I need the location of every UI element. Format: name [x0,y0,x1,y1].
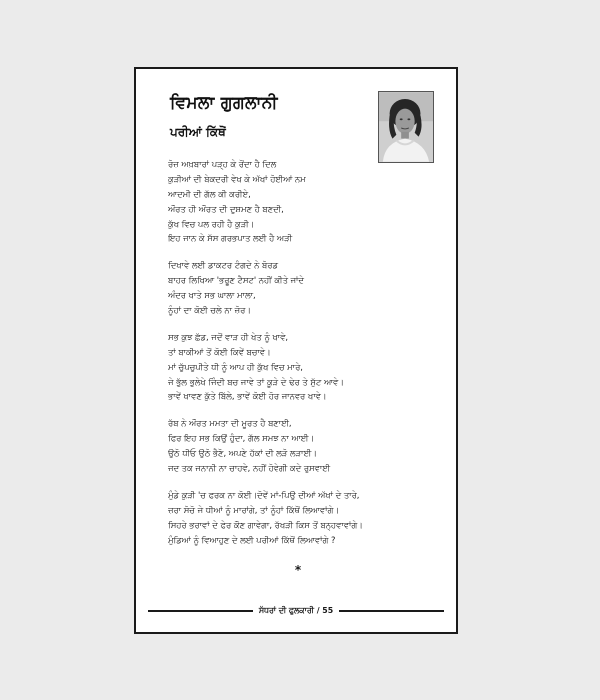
poem-line: ਮੁੰਡਿਆਂ ਨੂੰ ਵਿਆਹੁਣ ਦੇ ਲਈ ਪਰੀਆਂ ਕਿੱਥੋਂ ਲਿਆਵਾਂਗੇ ? [168,534,336,545]
poem-line: ਅੰਦਰ ਖਾਤੇ ਸਭ ਘਾਲਾ ਮਾਲਾ, [168,290,256,301]
author-name: ਵਿਮਲਾ ਗੁਗਲਾਨੀ [170,93,278,113]
portrait-image [379,92,433,162]
poem-stanza [168,488,454,548]
poem-line: ਜੇ ਭੁੱਲ ਭੁਲੇਖੇ ਜਿੰਦੀ ਬਚ ਜਾਵੇ ਤਾਂ ਕੂੜੇ ਦੇ ਢੇਰ ਤੇ ਸੁੱਟ ਆਵੇ। [168,376,344,387]
footer-book-title-page-number: ਸੱਧਰਾਂ ਦੀ ਫੁਲਕਾਰੀ / 55 [258,606,334,615]
poem-line: ਮੁੰਡੇ ਕੁੜੀ 'ਚ ਫਰਕ ਨਾ ਕੋਈ।ਦੋਵੇਂ ਮਾਂ-ਪਿਉ ਦੀਆਂ ਅੱਖਾਂ ਦੇ ਤਾਰੇ, [168,489,360,500]
author-photo [378,91,434,163]
poem-line: ਮਾਂ ਚੁੱਪਚੁਪੀਤੇ ਧੀ ਨੂੰ ਆਪ ਹੀ ਕੁੱਖ ਵਿਚ ਮਾਰੇ, [168,361,303,372]
poem-stanza [168,157,454,246]
poem-line: ਸਿਹਰੇ ਭਰਾਵਾਂ ਦੇ ਫੇਰ ਕੌਣ ਗਾਵੇਗਾ, ਰੱਖੜੀ ਕਿਸ ਤੋਂ ਬਨ੍ਹਵਾਵਾਂਗੇ। [168,519,363,530]
poem-line: ਆਦਮੀ ਦੀ ਗੱਲ ਕੀ ਕਰੀਏ, [168,188,251,199]
page-footer [148,604,444,618]
book-page [134,67,458,634]
poem-stanza [168,330,454,404]
poem-line: ਫਿਰ ਇਹ ਸਭ ਕਿਉਂ ਹੁੰਦਾ, ਗੱਲ ਸਮਝ ਨਾ ਆਈ। [168,433,314,444]
poem-line: ਭਾਵੇਂ ਖਾਵਣ ਕੁੱਤੇ ਬਿੱਲੇ, ਭਾਵੇਂ ਕੋਈ ਹੋਰ ਜਾਨਵਰ ਖਾਵੇ। [168,391,327,402]
poem-stanza [168,416,454,476]
poem-line: ਜਦ ਤਕ ਜਨਾਨੀ ਨਾ ਚਾਹਵੇ, ਨਹੀਂ ਹੋਵੇਗੀ ਕਦੇ ਰੁਸਵਾਈ [168,463,331,474]
poem-line: ਤਾਂ ਬਾਕੀਆਂ ਤੋਂ ਕੋਈ ਕਿਵੇਂ ਬਚਾਵੇ। [168,346,271,357]
poem-title: ਪਰੀਆਂ ਕਿੱਥੋਂ [170,125,226,139]
footer-rule-left [148,610,253,612]
poem-line: ਜ਼ਰਾ ਸੋਚੋ ਜੇ ਧੀਆਂ ਨੂੰ ਮਾਰਾਂਗੇ, ਤਾਂ ਨੂੰਹਾਂ ਕਿੱਥੋਂ ਲਿਆਵਾਂਗੇ। [168,504,339,515]
poem-line: ਰੱਬ ਨੇ ਔਰਤ ਮਮਤਾ ਦੀ ਮੂਰਤ ਹੈ ਬਣਾਈ, [168,418,292,429]
poem-body [168,157,454,559]
poem-stanza [168,258,454,318]
poem-line: ਬਾਹਰ ਲਿਖਿਆ 'ਭਰੂਣ ਟੈਸਟ' ਨਹੀਂ ਕੀਤੇ ਜਾਂਦੇ [168,275,304,286]
poem-line: ਸਭ ਕੁਝ ਛੱਡ, ਜਦੋਂ ਵਾੜ ਹੀ ਖੇਤ ਨੂੰ ਖਾਵੇ, [168,331,289,342]
poem-line: ਰੋਜ਼ ਅਖ਼ਬਾਰਾਂ ਪੜ੍ਹ ਕੇ ਰੋਂਦਾ ਹੈ ਦਿਲ [168,159,277,169]
footer-rule-right [339,610,444,612]
poem-line: ਨੂੰਹਾਂ ਦਾ ਕੋਈ ਚਲੇ ਨਾ ਜ਼ੋਰ। [168,305,251,316]
poem-line: ਕੁੱਖ ਵਿਚ ਪਲ ਰਹੀ ਹੈ ਕੁੜੀ। [168,218,255,229]
poem-line: ਕੁੜੀਆਂ ਦੀ ਬੇਕਦਰੀ ਵੇਖ ਕੇ ਅੱਖਾਂ ਹੋਈਆਂ ਨਮ [168,173,306,184]
poem-line: ਔਰਤ ਹੀ ਔਰਤ ਦੀ ਦੁਸ਼ਮਣ ਹੈ ਬਣਦੀ, [168,203,284,214]
poem-line: ਦਿਖਾਵੇ ਲਈ ਡਾਕਟਰ ਟੰਗਦੇ ਨੇ ਬੋਰਡ [168,260,278,271]
end-asterisk: * [294,563,302,577]
poem-line: ਇਹ ਜਾਨ ਕੇ ਸੱਸ ਗਰਭਪਾਤ ਲਈ ਹੈ ਅੜੀ [168,233,293,244]
poem-line: ਉਠੋ ਧੀਓ ਉਠੋ ਭੈਣੋ, ਅਪਣੇ ਹੱਕਾਂ ਦੀ ਲੜੋ ਲੜਾਈ। [168,448,317,459]
